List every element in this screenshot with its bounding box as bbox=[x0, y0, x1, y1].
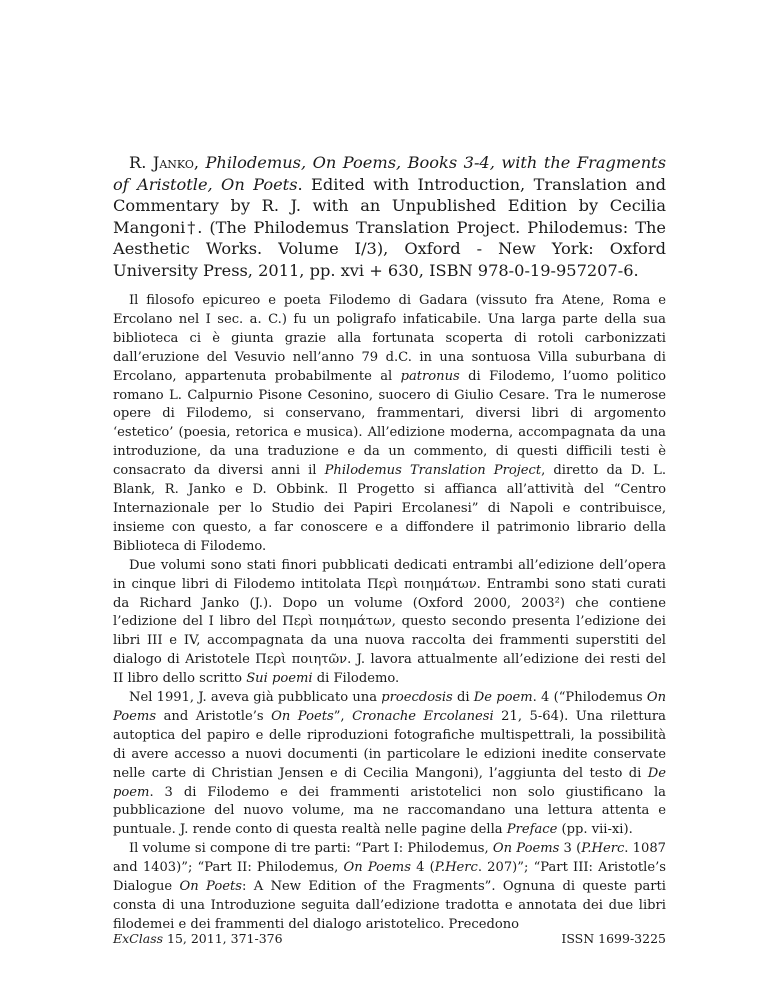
journal-citation bbox=[113, 931, 283, 946]
text-run: . 3 di Filodemo e dei frammenti aristotelici non solo giustificano la pubblicazione del nuovo volume, ma ne raccomandano una lettura attenta e puntuale. J. rende conto di questa realtà nelle pagine della bbox=[113, 784, 666, 838]
page-footer bbox=[113, 931, 666, 946]
italic-run: On Poems bbox=[492, 841, 560, 857]
text-run: . 4 (“Philodemus bbox=[532, 690, 647, 706]
text-run: Il filosofo epicureo e poeta Filodemo di Gadara (vissuto fra Atene, Roma e Ercolano nel I sec. a. C.) fu un poligrafo infaticabile. Una larga parte della sua biblioteca ci è giunta grazie alla fortunata scoperta di rotoli carbonizzati dall’eruzione del Vesuvio nell’anno 79 d.C. in una sontuosa Villa suburbana di Ercolano, appartenuta probabilmente al bbox=[113, 293, 666, 384]
paragraph-1 bbox=[113, 292, 666, 557]
author-surname: anko bbox=[159, 153, 194, 172]
paragraph-2 bbox=[113, 557, 666, 689]
text-run: di bbox=[452, 690, 474, 706]
text-run: (pp. vii-xi). bbox=[557, 822, 633, 838]
journal-volume: 15, 2011, 371-376 bbox=[163, 931, 283, 946]
italic-run: On Poets bbox=[179, 879, 242, 895]
text-run: Nel 1991, J. aveva già pubblicato una bbox=[129, 690, 382, 706]
text-run: : A New Edition of the Fragments”. Ognuna di queste parti consta di una Introduzione seguita dall’edizione tradotta e annotata dei due libri filodemei e dei frammenti del dialogo aristotelico. Precedono bbox=[113, 879, 666, 932]
text-run: Il volume si compone di tre parti: “Part I: Philodemus, bbox=[129, 841, 493, 857]
italic-run: On Poems bbox=[113, 690, 666, 724]
text-run: 21, 5-64). Una rilettura autoptica del papiro e delle riproduzioni fotografiche multispettrali, la possibilità di avere accesso a nuovi documenti (in particolare le edizioni inedite conservate nelle carte di Christian Jensen e di Cecilia Mangoni), l’aggiunta del testo di bbox=[113, 708, 666, 781]
author-initial: R. J bbox=[129, 153, 160, 172]
review-heading bbox=[113, 152, 666, 282]
text-run: 4 ( bbox=[410, 860, 435, 876]
italic-run: P.Herc bbox=[434, 860, 478, 876]
book-title: Philodemus, On Poems, Books 3-4, with the Fragments of Aristotle, On Poets bbox=[113, 153, 666, 194]
italic-run: On Poems bbox=[343, 860, 411, 876]
text-run: Due volumi sono stati finori pubblicati dedicati entrambi all’edizione dell’opera in cinque libri di Filodemo intitolata Περὶ ποιημάτων. Entrambi sono stati curati da Richard Janko (J.). Dopo un volume (Oxford 2000, 2003²) che contiene l’edizione del I libro del Περὶ ποιημάτων, questo secondo presenta l’edizione dei libri III e IV, accompagnata da una nuova raccolta dei frammenti superstiti del dialogo di Aristotele Περὶ ποιητῶν. J. lavora attualmente all’edizione dei resti del II libro dello scritto bbox=[113, 557, 666, 687]
issn: ISSN 1699-3225 bbox=[561, 931, 666, 946]
paragraph-4 bbox=[113, 840, 666, 935]
text-run: . 207)”; “Part III: Aristotle’s Dialogue bbox=[113, 860, 666, 895]
paragraph-3 bbox=[113, 689, 666, 840]
italic-run: Philodemus Translation Project bbox=[324, 463, 542, 479]
text-run: 3 ( bbox=[559, 841, 582, 857]
italic-run: Sui poemi bbox=[246, 671, 313, 687]
italic-run: patronus bbox=[400, 368, 460, 384]
journal-name: ExClass bbox=[113, 931, 164, 946]
italic-run: De poem bbox=[473, 690, 533, 706]
text-run: and Aristotle’s bbox=[156, 708, 272, 724]
text-run: ”, bbox=[333, 708, 353, 724]
text-run: di Filodemo. bbox=[312, 671, 400, 687]
book-details: . Edited with Introduction, Translation and Commentary by R. J. with an Unpublished Edition by Cecilia Mangoni†. (The Philodemus Translation Project. Philodemus: The Aesthetic Works. Volume I/3), Oxford - New York: Oxford University Press, 2011, pp. xvi + 630, ISBN 978-0-19-957207-6. bbox=[113, 174, 666, 280]
italic-run: proecdosis bbox=[381, 690, 453, 706]
text-run: . 1087 and 1403)”; “Part II: Philodemus, bbox=[113, 841, 666, 876]
text-run: , diretto da D. L. Blank, R. Janko e D. Obbink. Il Progetto si affianca all’attività del “Centro Internazionale per lo Studio dei Papiri Ercolanesi” di Napoli e contribuisce, insieme con questo, a far conoscere e a diffondere il patrimonio librario della Biblioteca di Filodemo. bbox=[113, 463, 666, 554]
italic-run: P.Herc bbox=[581, 841, 625, 857]
italic-run: Cronache Ercolanesi bbox=[352, 708, 494, 724]
review-body bbox=[113, 292, 666, 935]
italic-run: Preface bbox=[506, 822, 558, 838]
italic-run: On Poets bbox=[271, 708, 334, 724]
italic-run: De poem bbox=[113, 765, 666, 800]
heading-separator: , bbox=[193, 153, 206, 172]
text-run: di Filodemo, l’uomo politico romano L. Calpurnio Pisone Cesonino, suocero di Giulio Cesare. Tra le numerose opere di Filodemo, si conservano, frammentari, diversi libri di argomento ‘estetico’ (poesia, retorica e musica). All’edizione moderna, accompagnata da una introduzione, da una traduzione e da un commento, di questi difficili testi è consacrato da diversi anni il bbox=[113, 368, 666, 479]
